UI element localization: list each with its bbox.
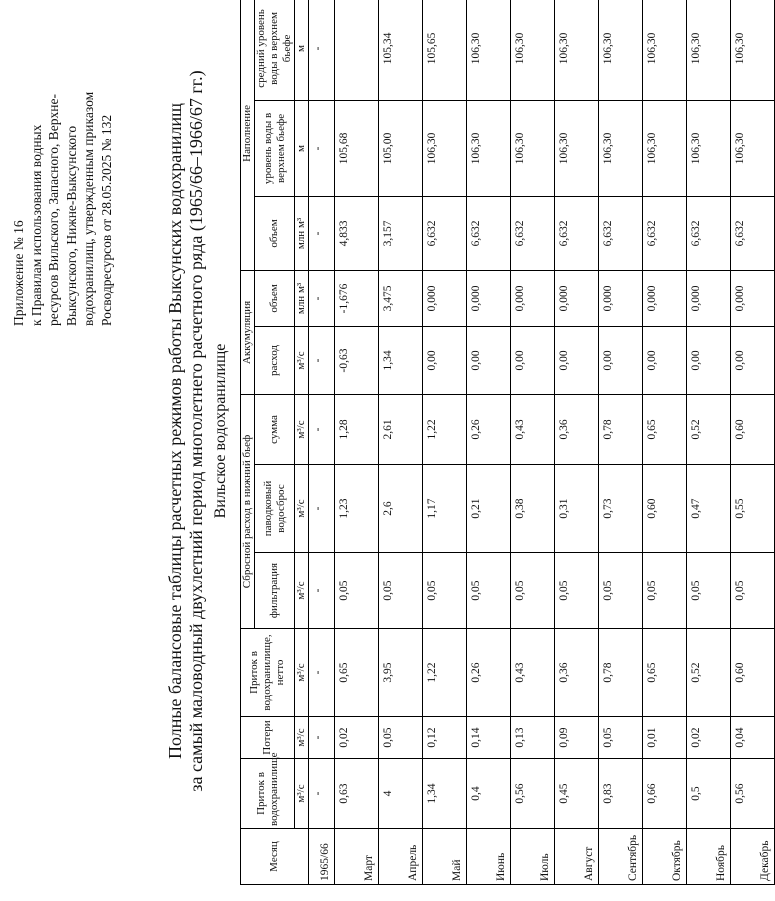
value-cell: 0,45 <box>555 759 599 829</box>
header-upper-level: уровень воды в верхнем бьефе <box>255 100 295 196</box>
value-cell: 0,05 <box>379 553 423 629</box>
value-cell: 3,95 <box>379 629 423 717</box>
value-cell: 0,63 <box>335 759 379 829</box>
value-cell: 0,00 <box>555 326 599 394</box>
value-cell: 0,00 <box>511 326 555 394</box>
header-filtration: фильтрация <box>255 553 295 629</box>
unit-cell: млн м³ <box>295 270 309 326</box>
value-cell: 105,68 <box>335 100 379 196</box>
value-cell: 6,632 <box>511 196 555 270</box>
value-cell: 0,52 <box>687 394 731 464</box>
value-cell: 0,01 <box>643 717 687 759</box>
value-cell: 106,30 <box>511 0 555 100</box>
value-cell: 0,78 <box>599 394 643 464</box>
value-cell: 0,00 <box>467 326 511 394</box>
header-fill-volume: объем <box>255 196 295 270</box>
value-cell: 0,000 <box>511 270 555 326</box>
title-line-2: за самый маловодный двухлетний период многолетнего расчетного ряда (1965/66–1966/67 гг.) <box>186 70 206 792</box>
header-discharge: Сбросной расход в нижний бьеф <box>241 394 255 628</box>
value-cell: 0,00 <box>687 326 731 394</box>
unit-cell: м³/с <box>295 326 309 394</box>
value-cell: 0,78 <box>599 629 643 717</box>
appendix-line: к Правилам использования водных <box>28 124 44 326</box>
table-row <box>379 0 423 885</box>
value-cell: 0,05 <box>467 553 511 629</box>
value-cell: 1,22 <box>423 629 467 717</box>
header-accum-flow: расход <box>255 326 295 394</box>
value-cell: 2,61 <box>379 394 423 464</box>
value-cell: 106,30 <box>599 100 643 196</box>
header-accum-volume: объем <box>255 270 295 326</box>
value-cell: - <box>309 0 335 100</box>
reservoir-name: Вильское водохранилище <box>212 343 229 519</box>
value-cell: 1,34 <box>423 759 467 829</box>
value-cell: 106,30 <box>687 100 731 196</box>
unit-cell: м³/с <box>295 394 309 464</box>
value-cell: 0,55 <box>731 465 775 553</box>
value-cell: 4,833 <box>335 196 379 270</box>
value-cell: 0,000 <box>555 270 599 326</box>
value-cell: 0,60 <box>643 465 687 553</box>
value-cell: 0,12 <box>423 717 467 759</box>
value-cell: 105,34 <box>379 0 423 100</box>
month-cell: Июль <box>511 829 555 885</box>
value-cell: -1,676 <box>335 270 379 326</box>
month-cell: Август <box>555 829 599 885</box>
unit-cell: млн м³ <box>295 196 309 270</box>
value-cell: 0,05 <box>511 553 555 629</box>
unit-cell: м³/с <box>295 717 309 759</box>
table-row <box>467 0 511 885</box>
month-cell: Сентябрь <box>599 829 643 885</box>
value-cell: - <box>309 717 335 759</box>
value-cell: 0,65 <box>643 394 687 464</box>
value-cell: - <box>309 465 335 553</box>
value-cell: 3,475 <box>379 270 423 326</box>
value-cell: 6,632 <box>555 196 599 270</box>
value-cell: - <box>309 553 335 629</box>
value-cell: 0,43 <box>511 629 555 717</box>
table-row <box>643 0 687 885</box>
value-cell: 0,31 <box>555 465 599 553</box>
value-cell: 0,000 <box>731 270 775 326</box>
value-cell: 0,000 <box>423 270 467 326</box>
unit-cell: м³/с <box>295 553 309 629</box>
month-cell: Декабрь <box>731 829 775 885</box>
value-cell: 0,65 <box>335 629 379 717</box>
value-cell: 106,30 <box>555 0 599 100</box>
value-cell: 0,14 <box>467 717 511 759</box>
table-row <box>687 0 731 885</box>
value-cell: 6,632 <box>687 196 731 270</box>
month-cell: Октябрь <box>643 829 687 885</box>
value-cell: 6,632 <box>599 196 643 270</box>
value-cell: 6,632 <box>643 196 687 270</box>
value-cell: - <box>309 270 335 326</box>
value-cell: 0,4 <box>467 759 511 829</box>
value-cell: 106,30 <box>731 0 775 100</box>
value-cell: 0,65 <box>643 629 687 717</box>
value-cell: 106,30 <box>555 100 599 196</box>
value-cell: 0,000 <box>467 270 511 326</box>
appendix-line: Приложение № 16 <box>11 220 26 326</box>
value-cell: 0,36 <box>555 394 599 464</box>
value-cell: 0,000 <box>643 270 687 326</box>
header-sum: сумма <box>255 394 295 464</box>
appendix-line: Росводресурсов от 28.05.2025 № 132 <box>98 114 114 326</box>
value-cell: 0,09 <box>555 717 599 759</box>
value-cell: 0,47 <box>687 465 731 553</box>
value-cell: -0,63 <box>335 326 379 394</box>
header-month: Месяц <box>241 829 309 885</box>
value-cell: - <box>309 196 335 270</box>
appendix-line: водохранилищ, утвержденным приказом <box>81 91 96 326</box>
value-cell: 0,83 <box>599 759 643 829</box>
value-cell <box>335 0 379 100</box>
value-cell: 0,5 <box>687 759 731 829</box>
month-cell: Март <box>335 829 379 885</box>
value-cell: 0,05 <box>599 717 643 759</box>
value-cell: - <box>309 100 335 196</box>
month-cell: 1965/66 <box>309 829 335 885</box>
value-cell: 0,000 <box>687 270 731 326</box>
value-cell: - <box>309 759 335 829</box>
month-cell: Май <box>423 829 467 885</box>
value-cell: 4 <box>379 759 423 829</box>
value-cell: 0,21 <box>467 465 511 553</box>
header-avg-level: средний уровень воды в верхнем бьефе <box>255 0 295 100</box>
value-cell: 0,38 <box>511 465 555 553</box>
value-cell: 0,05 <box>379 717 423 759</box>
value-cell: 1,22 <box>423 394 467 464</box>
value-cell: 0,52 <box>687 629 731 717</box>
value-cell: 106,30 <box>467 100 511 196</box>
value-cell: 6,632 <box>731 196 775 270</box>
month-cell: Ноябрь <box>687 829 731 885</box>
appendix-note <box>10 26 115 326</box>
value-cell: 105,00 <box>379 100 423 196</box>
header-net-inflow: Приток в водохранилище, нетто <box>241 629 295 717</box>
value-cell: 1,28 <box>335 394 379 464</box>
value-cell: 106,30 <box>643 0 687 100</box>
value-cell: 0,05 <box>599 553 643 629</box>
value-cell: 0,05 <box>687 553 731 629</box>
title-line-1: Полные балансовые таблицы расчетных режимов работы Выксунских водохранилищ <box>165 102 185 760</box>
unit-cell: м <box>295 0 309 100</box>
value-cell: 0,00 <box>731 326 775 394</box>
value-cell: 106,30 <box>423 100 467 196</box>
table-row <box>423 0 467 885</box>
value-cell: 0,05 <box>423 553 467 629</box>
unit-cell: м³/с <box>295 629 309 717</box>
balance-table <box>240 0 775 885</box>
table-row <box>511 0 555 885</box>
header-filling: Наполнение <box>241 0 255 270</box>
value-cell: 6,632 <box>423 196 467 270</box>
value-cell: 0,00 <box>643 326 687 394</box>
value-cell: 0,05 <box>555 553 599 629</box>
header-losses: Потери <box>241 717 295 759</box>
table-row <box>335 0 379 885</box>
header-spillway: паводковый водосброс <box>255 465 295 553</box>
unit-cell: м <box>295 100 309 196</box>
value-cell: 0,05 <box>731 553 775 629</box>
value-cell: 0,05 <box>335 553 379 629</box>
value-cell: 0,05 <box>643 553 687 629</box>
table-row <box>599 0 643 885</box>
value-cell: 3,157 <box>379 196 423 270</box>
table-body <box>309 0 775 885</box>
value-cell: 0,02 <box>335 717 379 759</box>
value-cell: - <box>309 394 335 464</box>
value-cell: 105,65 <box>423 0 467 100</box>
value-cell: 106,30 <box>687 0 731 100</box>
header-inflow: Приток в водохранилище <box>241 759 295 829</box>
unit-cell: м³/с <box>295 465 309 553</box>
value-cell: 106,30 <box>467 0 511 100</box>
value-cell: 0,02 <box>687 717 731 759</box>
value-cell: 106,30 <box>643 100 687 196</box>
value-cell: 0,00 <box>599 326 643 394</box>
appendix-line: ресурсов Вильского, Запасного, Верхне- <box>46 94 61 326</box>
value-cell: 0,73 <box>599 465 643 553</box>
document-title <box>165 1 207 861</box>
value-cell: 0,00 <box>423 326 467 394</box>
value-cell: 0,26 <box>467 394 511 464</box>
month-cell: Апрель <box>379 829 423 885</box>
table-row <box>555 0 599 885</box>
value-cell: 0,26 <box>467 629 511 717</box>
value-cell: 2,6 <box>379 465 423 553</box>
value-cell: 1,23 <box>335 465 379 553</box>
value-cell: 0,66 <box>643 759 687 829</box>
value-cell: - <box>309 326 335 394</box>
value-cell: 106,30 <box>731 100 775 196</box>
value-cell: 0,000 <box>599 270 643 326</box>
value-cell: 0,60 <box>731 629 775 717</box>
header-accumulation: Аккумуляция <box>241 270 255 394</box>
value-cell: 0,13 <box>511 717 555 759</box>
value-cell: 0,36 <box>555 629 599 717</box>
value-cell: 0,43 <box>511 394 555 464</box>
table-row <box>731 0 775 885</box>
value-cell: 0,56 <box>511 759 555 829</box>
appendix-line: Выксунского, Нижне-Выксунского <box>63 125 79 326</box>
table-row <box>309 0 335 885</box>
value-cell: 1,34 <box>379 326 423 394</box>
value-cell: 106,30 <box>599 0 643 100</box>
value-cell: 0,60 <box>731 394 775 464</box>
unit-cell: м³/с <box>295 759 309 829</box>
value-cell: 0,04 <box>731 717 775 759</box>
month-cell: Июнь <box>467 829 511 885</box>
value-cell: 0,56 <box>731 759 775 829</box>
value-cell: 6,632 <box>467 196 511 270</box>
value-cell: 106,30 <box>511 100 555 196</box>
value-cell: 1,17 <box>423 465 467 553</box>
value-cell: - <box>309 629 335 717</box>
